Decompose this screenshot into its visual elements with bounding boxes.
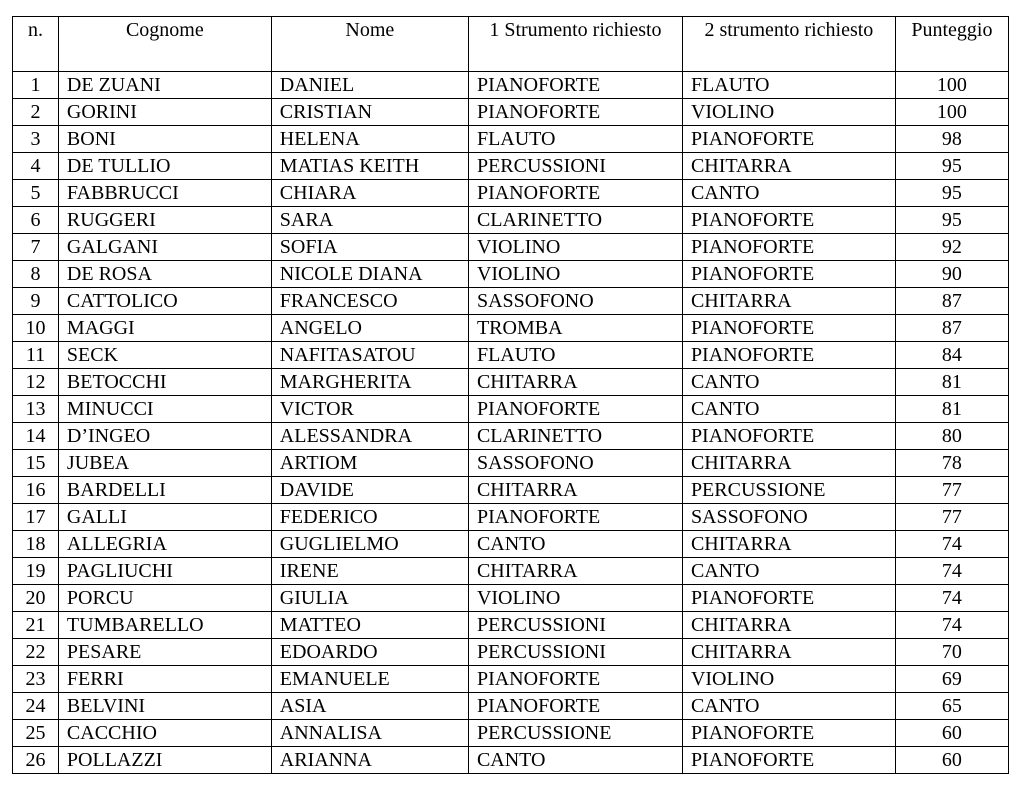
row-instrument-2: CHITARRA (682, 639, 895, 666)
row-surname: FERRI (58, 666, 271, 693)
table-row (13, 369, 1009, 396)
row-number: 21 (13, 612, 59, 639)
row-instrument-2: PIANOFORTE (682, 585, 895, 612)
row-number: 6 (13, 207, 59, 234)
row-name: VICTOR (271, 396, 468, 423)
row-instrument-1: PIANOFORTE (468, 180, 682, 207)
row-surname: SECK (58, 342, 271, 369)
row-instrument-1: SASSOFONO (468, 450, 682, 477)
row-name: IRENE (271, 558, 468, 585)
row-instrument-1: PIANOFORTE (468, 99, 682, 126)
header-number: n. (13, 17, 59, 72)
header-name: Nome (271, 17, 468, 72)
row-name: FRANCESCO (271, 288, 468, 315)
row-instrument-2: PIANOFORTE (682, 720, 895, 747)
row-surname: TUMBARELLO (58, 612, 271, 639)
row-score: 60 (895, 720, 1008, 747)
row-instrument-2: CHITARRA (682, 450, 895, 477)
row-instrument-1: PIANOFORTE (468, 666, 682, 693)
row-score: 84 (895, 342, 1008, 369)
row-instrument-2: PIANOFORTE (682, 207, 895, 234)
row-surname: BELVINI (58, 693, 271, 720)
row-instrument-1: PERCUSSIONI (468, 612, 682, 639)
row-surname: FABBRUCCI (58, 180, 271, 207)
row-instrument-2: CANTO (682, 180, 895, 207)
table-row (13, 639, 1009, 666)
row-number: 2 (13, 99, 59, 126)
row-number: 9 (13, 288, 59, 315)
row-surname: GORINI (58, 99, 271, 126)
row-instrument-1: CHITARRA (468, 477, 682, 504)
header-instrument-2: 2 strumento richiesto (682, 17, 895, 72)
row-surname: MAGGI (58, 315, 271, 342)
row-number: 23 (13, 666, 59, 693)
row-instrument-1: PIANOFORTE (468, 72, 682, 99)
row-number: 19 (13, 558, 59, 585)
row-instrument-2: CANTO (682, 693, 895, 720)
row-instrument-1: SASSOFONO (468, 288, 682, 315)
row-name: EDOARDO (271, 639, 468, 666)
row-instrument-1: CHITARRA (468, 558, 682, 585)
row-score: 78 (895, 450, 1008, 477)
row-name: NAFITASATOU (271, 342, 468, 369)
row-surname: CATTOLICO (58, 288, 271, 315)
row-number: 11 (13, 342, 59, 369)
table-row (13, 207, 1009, 234)
row-surname: DE ZUANI (58, 72, 271, 99)
row-instrument-2: PIANOFORTE (682, 747, 895, 774)
row-instrument-2: CHITARRA (682, 153, 895, 180)
row-name: ANNALISA (271, 720, 468, 747)
row-name: GUGLIELMO (271, 531, 468, 558)
row-name: MATIAS KEITH (271, 153, 468, 180)
row-name: EMANUELE (271, 666, 468, 693)
row-surname: BETOCCHI (58, 369, 271, 396)
row-name: ANGELO (271, 315, 468, 342)
header-instrument-1: 1 Strumento richiesto (468, 17, 682, 72)
row-number: 18 (13, 531, 59, 558)
row-instrument-2: FLAUTO (682, 72, 895, 99)
row-instrument-1: VIOLINO (468, 261, 682, 288)
row-surname: PORCU (58, 585, 271, 612)
row-number: 5 (13, 180, 59, 207)
row-surname: DE ROSA (58, 261, 271, 288)
row-number: 15 (13, 450, 59, 477)
row-name: ARTIOM (271, 450, 468, 477)
table-row (13, 585, 1009, 612)
table-row (13, 450, 1009, 477)
row-instrument-1: FLAUTO (468, 342, 682, 369)
row-surname: ALLEGRIA (58, 531, 271, 558)
row-score: 74 (895, 558, 1008, 585)
row-surname: CACCHIO (58, 720, 271, 747)
row-name: SOFIA (271, 234, 468, 261)
row-surname: PESARE (58, 639, 271, 666)
table-row (13, 720, 1009, 747)
table-row (13, 153, 1009, 180)
table-row (13, 72, 1009, 99)
table-row (13, 396, 1009, 423)
row-name: ASIA (271, 693, 468, 720)
row-instrument-2: PIANOFORTE (682, 423, 895, 450)
row-instrument-2: CANTO (682, 558, 895, 585)
row-surname: GALGANI (58, 234, 271, 261)
row-score: 74 (895, 612, 1008, 639)
row-instrument-2: VIOLINO (682, 99, 895, 126)
row-score: 100 (895, 99, 1008, 126)
ranking-table (12, 16, 1009, 774)
row-number: 12 (13, 369, 59, 396)
row-score: 81 (895, 369, 1008, 396)
row-number: 13 (13, 396, 59, 423)
row-score: 81 (895, 396, 1008, 423)
row-instrument-2: PIANOFORTE (682, 234, 895, 261)
table-row (13, 693, 1009, 720)
row-number: 22 (13, 639, 59, 666)
row-instrument-2: CHITARRA (682, 531, 895, 558)
row-name: CHIARA (271, 180, 468, 207)
row-name: NICOLE DIANA (271, 261, 468, 288)
row-score: 70 (895, 639, 1008, 666)
row-instrument-1: PIANOFORTE (468, 504, 682, 531)
row-instrument-2: PIANOFORTE (682, 315, 895, 342)
row-score: 95 (895, 180, 1008, 207)
row-name: MATTEO (271, 612, 468, 639)
table-row (13, 558, 1009, 585)
row-instrument-1: CLARINETTO (468, 207, 682, 234)
row-score: 69 (895, 666, 1008, 693)
row-name: HELENA (271, 126, 468, 153)
row-number: 8 (13, 261, 59, 288)
row-number: 24 (13, 693, 59, 720)
row-score: 74 (895, 585, 1008, 612)
row-score: 95 (895, 153, 1008, 180)
row-name: SARA (271, 207, 468, 234)
row-instrument-1: TROMBA (468, 315, 682, 342)
row-score: 98 (895, 126, 1008, 153)
table-body (13, 72, 1009, 774)
row-number: 10 (13, 315, 59, 342)
row-score: 80 (895, 423, 1008, 450)
row-number: 17 (13, 504, 59, 531)
row-instrument-2: PIANOFORTE (682, 126, 895, 153)
row-score: 92 (895, 234, 1008, 261)
row-score: 60 (895, 747, 1008, 774)
table-row (13, 531, 1009, 558)
row-surname: DE TULLIO (58, 153, 271, 180)
row-instrument-2: CHITARRA (682, 288, 895, 315)
row-surname: PAGLIUCHI (58, 558, 271, 585)
table-row (13, 180, 1009, 207)
table-row (13, 666, 1009, 693)
table-row (13, 423, 1009, 450)
table-row (13, 612, 1009, 639)
row-instrument-1: PERCUSSIONI (468, 153, 682, 180)
row-number: 14 (13, 423, 59, 450)
header-surname: Cognome (58, 17, 271, 72)
row-name: GIULIA (271, 585, 468, 612)
row-name: ARIANNA (271, 747, 468, 774)
row-surname: BONI (58, 126, 271, 153)
row-instrument-1: CANTO (468, 747, 682, 774)
row-number: 20 (13, 585, 59, 612)
row-name: FEDERICO (271, 504, 468, 531)
row-name: DANIEL (271, 72, 468, 99)
row-surname: RUGGERI (58, 207, 271, 234)
row-instrument-1: CLARINETTO (468, 423, 682, 450)
table-row (13, 99, 1009, 126)
table-row (13, 504, 1009, 531)
row-score: 74 (895, 531, 1008, 558)
row-instrument-1: FLAUTO (468, 126, 682, 153)
row-instrument-2: CANTO (682, 369, 895, 396)
row-instrument-1: PERCUSSIONI (468, 639, 682, 666)
row-surname: D’INGEO (58, 423, 271, 450)
row-number: 1 (13, 72, 59, 99)
row-instrument-2: CANTO (682, 396, 895, 423)
row-surname: MINUCCI (58, 396, 271, 423)
row-number: 25 (13, 720, 59, 747)
row-number: 3 (13, 126, 59, 153)
row-instrument-1: PERCUSSIONE (468, 720, 682, 747)
header-row (13, 17, 1009, 72)
row-number: 26 (13, 747, 59, 774)
row-instrument-1: PIANOFORTE (468, 396, 682, 423)
row-name: DAVIDE (271, 477, 468, 504)
table-row (13, 342, 1009, 369)
row-instrument-2: VIOLINO (682, 666, 895, 693)
row-score: 87 (895, 288, 1008, 315)
row-instrument-1: VIOLINO (468, 585, 682, 612)
row-score: 77 (895, 477, 1008, 504)
row-instrument-2: SASSOFONO (682, 504, 895, 531)
row-instrument-1: VIOLINO (468, 234, 682, 261)
row-surname: JUBEA (58, 450, 271, 477)
table-row (13, 288, 1009, 315)
row-number: 7 (13, 234, 59, 261)
table-row (13, 234, 1009, 261)
row-instrument-2: PIANOFORTE (682, 261, 895, 288)
row-instrument-1: CHITARRA (468, 369, 682, 396)
table-row (13, 126, 1009, 153)
row-score: 65 (895, 693, 1008, 720)
row-surname: GALLI (58, 504, 271, 531)
row-name: MARGHERITA (271, 369, 468, 396)
row-surname: BARDELLI (58, 477, 271, 504)
row-instrument-1: PIANOFORTE (468, 693, 682, 720)
row-score: 95 (895, 207, 1008, 234)
table-row (13, 477, 1009, 504)
row-instrument-1: CANTO (468, 531, 682, 558)
row-name: CRISTIAN (271, 99, 468, 126)
row-instrument-2: CHITARRA (682, 612, 895, 639)
row-score: 100 (895, 72, 1008, 99)
table-row (13, 747, 1009, 774)
row-number: 16 (13, 477, 59, 504)
row-surname: POLLAZZI (58, 747, 271, 774)
row-name: ALESSANDRA (271, 423, 468, 450)
row-number: 4 (13, 153, 59, 180)
row-score: 90 (895, 261, 1008, 288)
row-score: 87 (895, 315, 1008, 342)
row-instrument-2: PIANOFORTE (682, 342, 895, 369)
row-score: 77 (895, 504, 1008, 531)
row-instrument-2: PERCUSSIONE (682, 477, 895, 504)
table-row (13, 315, 1009, 342)
table-row (13, 261, 1009, 288)
header-score: Punteggio (895, 17, 1008, 72)
